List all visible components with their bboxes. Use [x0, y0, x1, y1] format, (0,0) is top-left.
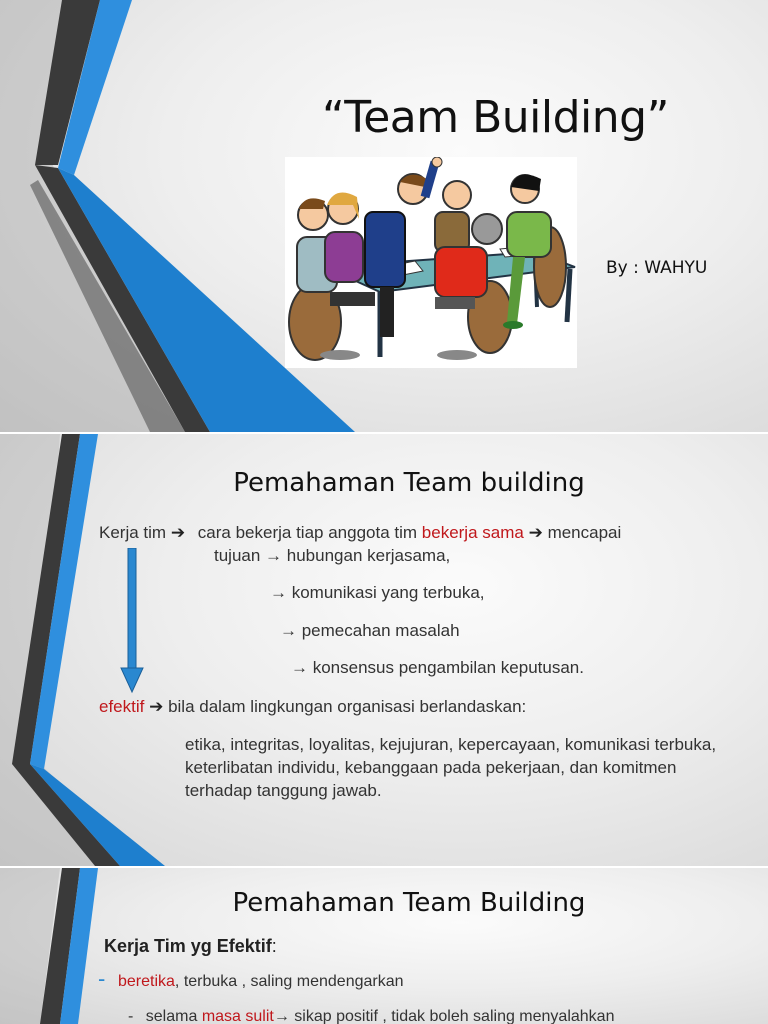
highlight-bekerja-sama: bekerja sama: [421, 523, 524, 542]
text-line-pemecahan: → pemecahan masalah: [280, 621, 460, 640]
slide-title: Pemahaman Team building: [233, 468, 585, 498]
slide-1: [0, 0, 768, 432]
term-efektif: efektif: [99, 697, 145, 716]
bullet-marker: -: [98, 966, 106, 991]
bullet-text: → sikap positif , tidak boleh saling menyalahkan: [273, 1008, 615, 1024]
highlight-masa-sulit: masa sulit: [201, 1008, 274, 1024]
section-heading: [104, 936, 277, 957]
bullet-item-beretika: [118, 971, 404, 993]
bullet-text: , terbuka , saling mendengarkan: [174, 973, 404, 990]
arrow-icon: ➔: [528, 523, 543, 542]
section-heading-text: Kerja Tim yg Efektif: [104, 936, 272, 956]
term-kerja-tim: Kerja tim: [99, 523, 167, 542]
text-line-kerja-tim: [99, 522, 621, 544]
text-line-tujuan: tujuan → hubungan kerjasama,: [214, 546, 451, 565]
team-meeting-picture: [285, 157, 577, 368]
slide-title: “Team Building”: [322, 92, 669, 143]
condition-text: bila dalam lingkungan organisasi berlandaskan:: [168, 697, 527, 716]
down-arrow-icon: [120, 548, 144, 694]
bullet-text: selama: [145, 1008, 198, 1024]
definition-text: mencapai: [547, 523, 622, 542]
slide-2: [0, 434, 768, 866]
text-line-konsensus: → konsensus pengambilan keputusan.: [291, 658, 584, 677]
arrow-icon: ➔: [149, 697, 164, 716]
text-line-efektif: [99, 696, 526, 718]
highlight-beretika: beretika: [118, 973, 175, 990]
arrow-icon: ➔: [170, 523, 186, 542]
slide-title: Pemahaman Team Building: [232, 888, 586, 918]
sub-bullet-marker: -: [128, 1008, 134, 1024]
slide-3: [0, 868, 768, 1024]
values-paragraph: etika, integritas, loyalitas, kejujuran, kepercayaan, komunikasi terbuka, keterlibatan individu, kebanggaan pada pekerjaan, dan komitmen terhadap tanggung jawab.: [185, 735, 717, 800]
slide-decoration: [0, 434, 200, 866]
text-line-komunikasi: → komunikasi yang terbuka,: [270, 583, 485, 602]
bullet-item-masa-sulit: [128, 1006, 614, 1024]
author-byline: By : WAHYU: [606, 258, 708, 278]
section-heading-colon: :: [271, 936, 277, 956]
definition-text: cara bekerja tiap anggota tim: [197, 523, 418, 542]
